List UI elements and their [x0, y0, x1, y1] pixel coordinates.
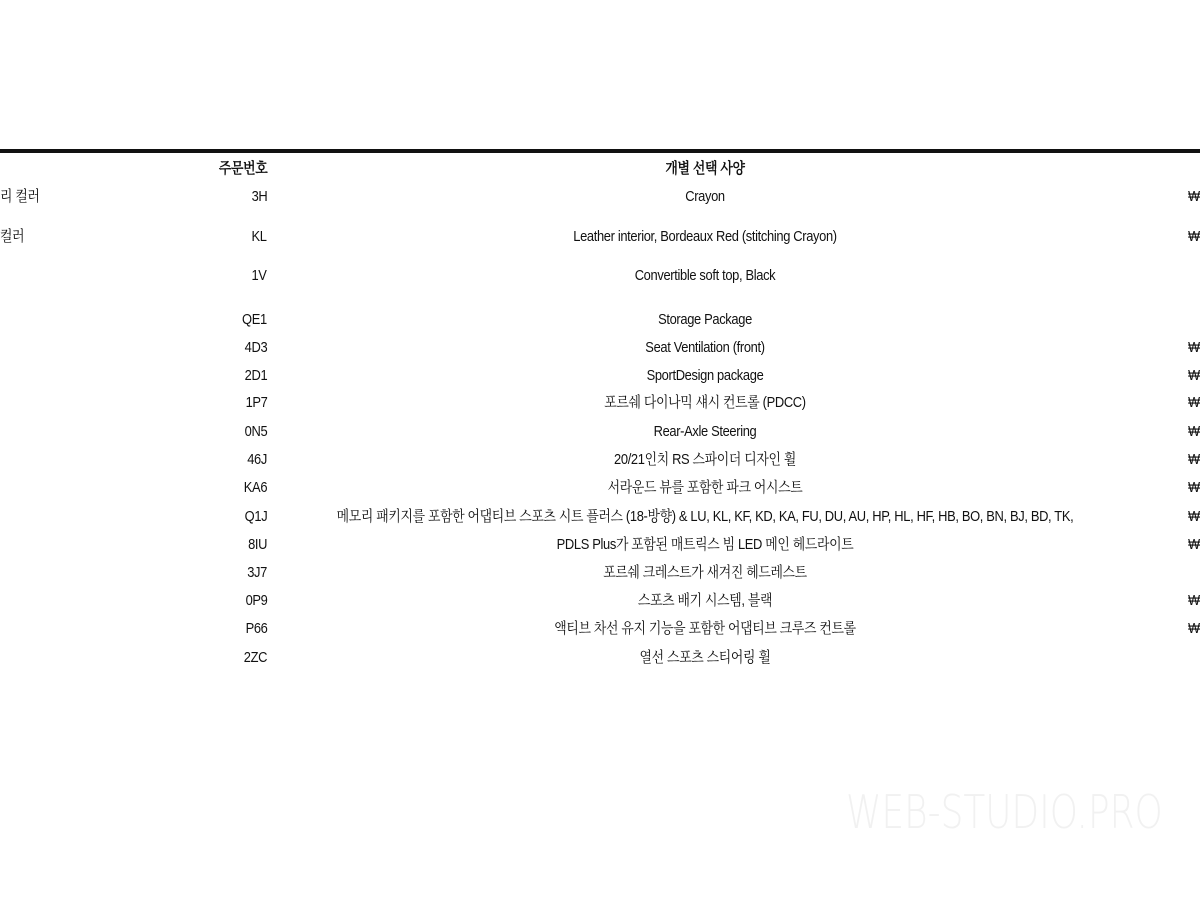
header-individual-options: 개별 선택 사양: [665, 160, 745, 177]
order-code: 2ZC: [243, 649, 267, 666]
option-name: SportDesign package: [646, 367, 764, 384]
price-symbol: ₩: [1188, 228, 1200, 245]
option-name: 메모리 패키지를 포함한 어댑티브 스포츠 시트 플러스 (18-방향) & LU, KL, KF, KD, KA, FU, DU, AU, HP, HL, HF, HB, BO, BN, BJ, BD, TK,: [336, 508, 1074, 525]
price-symbol: ₩: [1188, 592, 1200, 609]
order-code: 2D1: [244, 367, 267, 384]
watermark: WEB-STUDIO.PRO: [846, 785, 1163, 839]
order-code: P66: [245, 620, 267, 637]
order-code: 1P7: [245, 394, 267, 411]
price-symbol: ₩: [1188, 188, 1200, 205]
order-code: 0P9: [245, 592, 267, 609]
price-symbol: ₩: [1188, 536, 1200, 553]
price-symbol: ₩: [1188, 423, 1200, 440]
order-code: 3H: [251, 188, 267, 205]
order-code: 8IU: [247, 536, 267, 553]
order-code: KL: [251, 228, 267, 245]
option-name: 포르쉐 크레스트가 새겨진 헤드레스트: [603, 564, 807, 581]
table-top-rule: [0, 149, 1200, 153]
price-symbol: ₩: [1188, 339, 1200, 356]
option-name: Storage Package: [658, 311, 752, 328]
price-symbol: ₩: [1188, 367, 1200, 384]
order-code: KA6: [243, 479, 267, 496]
header-order-number: 주문번호: [218, 160, 267, 177]
option-name: 20/21인치 RS 스파이더 디자인 휠: [614, 451, 796, 468]
row-label: 컬러: [0, 228, 25, 245]
option-name: 스포츠 배기 시스템, 블랙: [637, 592, 773, 609]
price-symbol: ₩: [1188, 479, 1200, 496]
order-code: 3J7: [247, 564, 267, 581]
order-code: 4D3: [244, 339, 267, 356]
option-name: Leather interior, Bordeaux Red (stitching Crayon): [573, 228, 837, 245]
row-label: 리 컬러: [0, 188, 40, 205]
order-code: QE1: [242, 311, 267, 328]
price-symbol: ₩: [1188, 620, 1200, 637]
price-symbol: ₩: [1188, 394, 1200, 411]
option-name: PDLS Plus가 포함된 매트릭스 빔 LED 메인 헤드라이트: [556, 536, 854, 553]
option-name: 열선 스포츠 스티어링 휠: [639, 649, 771, 666]
option-name: 서라운드 뷰를 포함한 파크 어시스트: [607, 479, 803, 496]
order-code: Q1J: [244, 508, 267, 525]
option-name: 포르쉐 다이나믹 섀시 컨트롤 (PDCC): [604, 394, 806, 411]
price-symbol: ₩: [1188, 508, 1200, 525]
price-symbol: ₩: [1188, 451, 1200, 468]
option-name: Crayon: [685, 188, 725, 205]
order-code: 46J: [247, 451, 267, 468]
option-name: 액티브 차선 유지 기능을 포함한 어댑티브 크루즈 컨트롤: [554, 620, 856, 637]
option-name: Rear-Axle Steering: [653, 423, 757, 440]
option-name: Seat Ventilation (front): [645, 339, 765, 356]
order-code: 0N5: [244, 423, 267, 440]
option-name: Convertible soft top, Black: [634, 267, 776, 284]
order-code: 1V: [251, 267, 267, 284]
